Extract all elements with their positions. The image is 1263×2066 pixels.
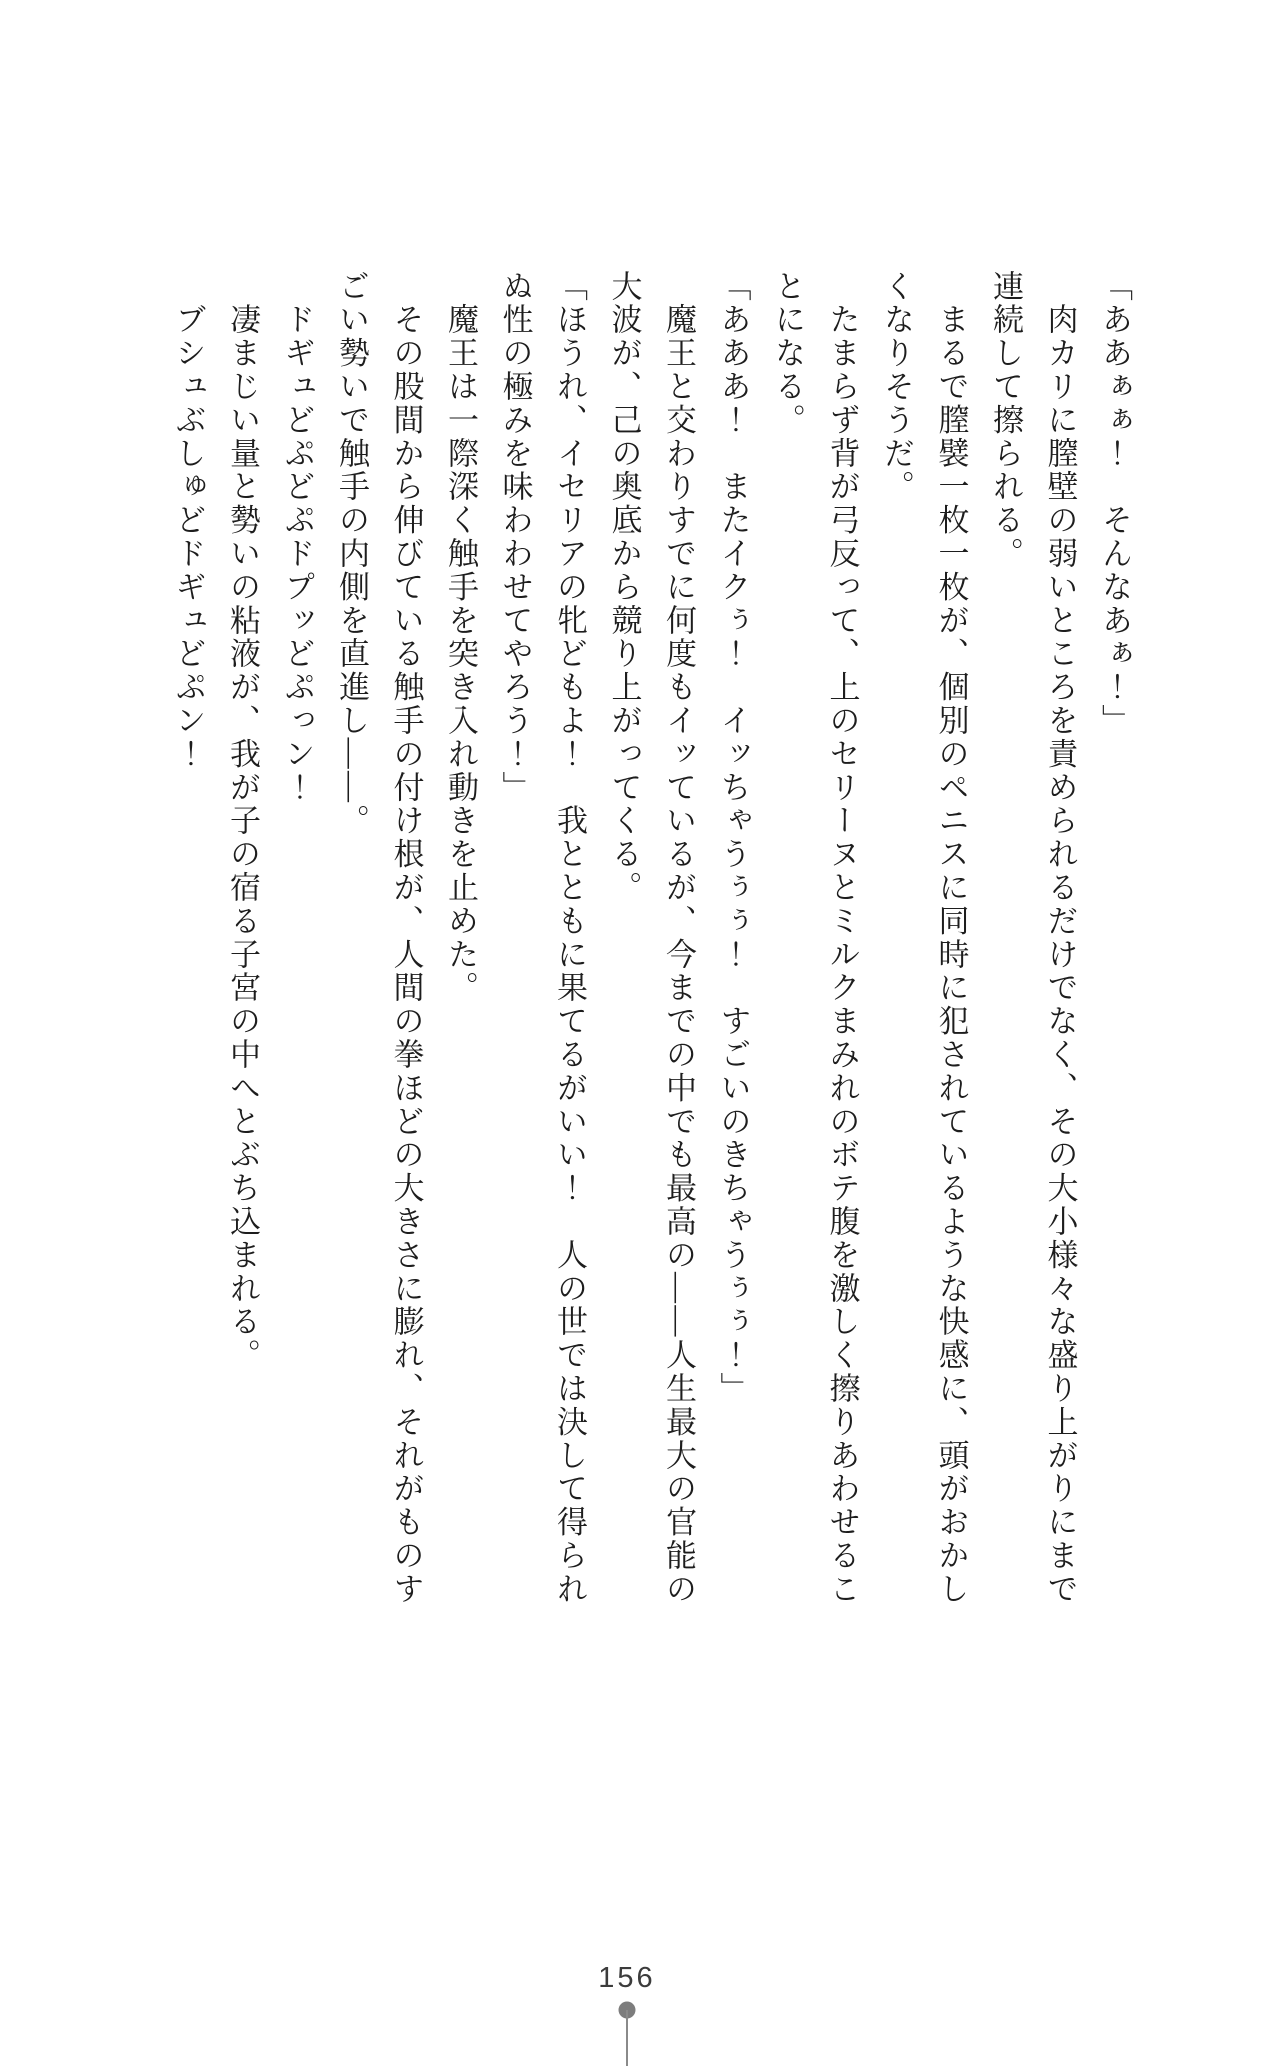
footer-marker-line (626, 2010, 628, 2066)
text-column: 凄まじい量と勢いの粘液が、我が子の宿る子宮の中へとぶち込まれる。 (225, 270, 260, 1373)
text-column: まるで膣襞一枚一枚が、個別のペニスに同時に犯されているような快感に、頭がおかし (933, 270, 969, 1606)
text-column: 肉カリに膣壁の弱いところを責められるだけでなく、その大小様々な盛り上がりにまで (1042, 270, 1078, 1606)
text-column: 連続して擦られる。 (988, 270, 1023, 571)
text-column: 魔王は一際深く触手を突き入れ動きを止めた。 (443, 270, 478, 1005)
text-block (160, 270, 1141, 1607)
text-column: 「あああ！ またイクぅ！ イッちゃうぅぅ！ すごいのきちゃうぅぅ！」 (715, 270, 751, 1406)
text-column: ブシュぶしゅどドギュどぷン！ (170, 270, 206, 771)
text-column: 魔王と交わりすでに何度もイッているが、今までの中でも最高の――人生最大の官能の (661, 270, 696, 1606)
page-number: 156 (598, 1962, 656, 1994)
text-column: ドギュどぷどぷドプッどぷっン！ (279, 270, 315, 805)
text-column: たまらず背が弓反って、上のセリーヌとミルクまみれのボテ腹を激しく擦りあわせるこ (824, 270, 860, 1606)
text-column: ぬ性の極みを味わわせてやろう！」 (497, 270, 533, 805)
text-column: とになる。 (770, 270, 805, 437)
text-column: ごい勢いで触手の内側を直進し――。 (334, 270, 369, 838)
text-column: 「ああぁぁ！ そんなあぁ！」 (1097, 270, 1132, 738)
text-column: 「ほうれ、イセリアの牝どもよ！ 我とともに果てるがいい！ 人の世では決して得られ (552, 270, 587, 1606)
text-column: 大波が、己の奥底から競り上がってくる。 (606, 270, 642, 905)
text-column: その股間から伸びている触手の付け根が、人間の拳ほどの大きさに膨れ、それがものす (388, 270, 424, 1606)
text-column: くなりそうだ。 (879, 270, 914, 504)
